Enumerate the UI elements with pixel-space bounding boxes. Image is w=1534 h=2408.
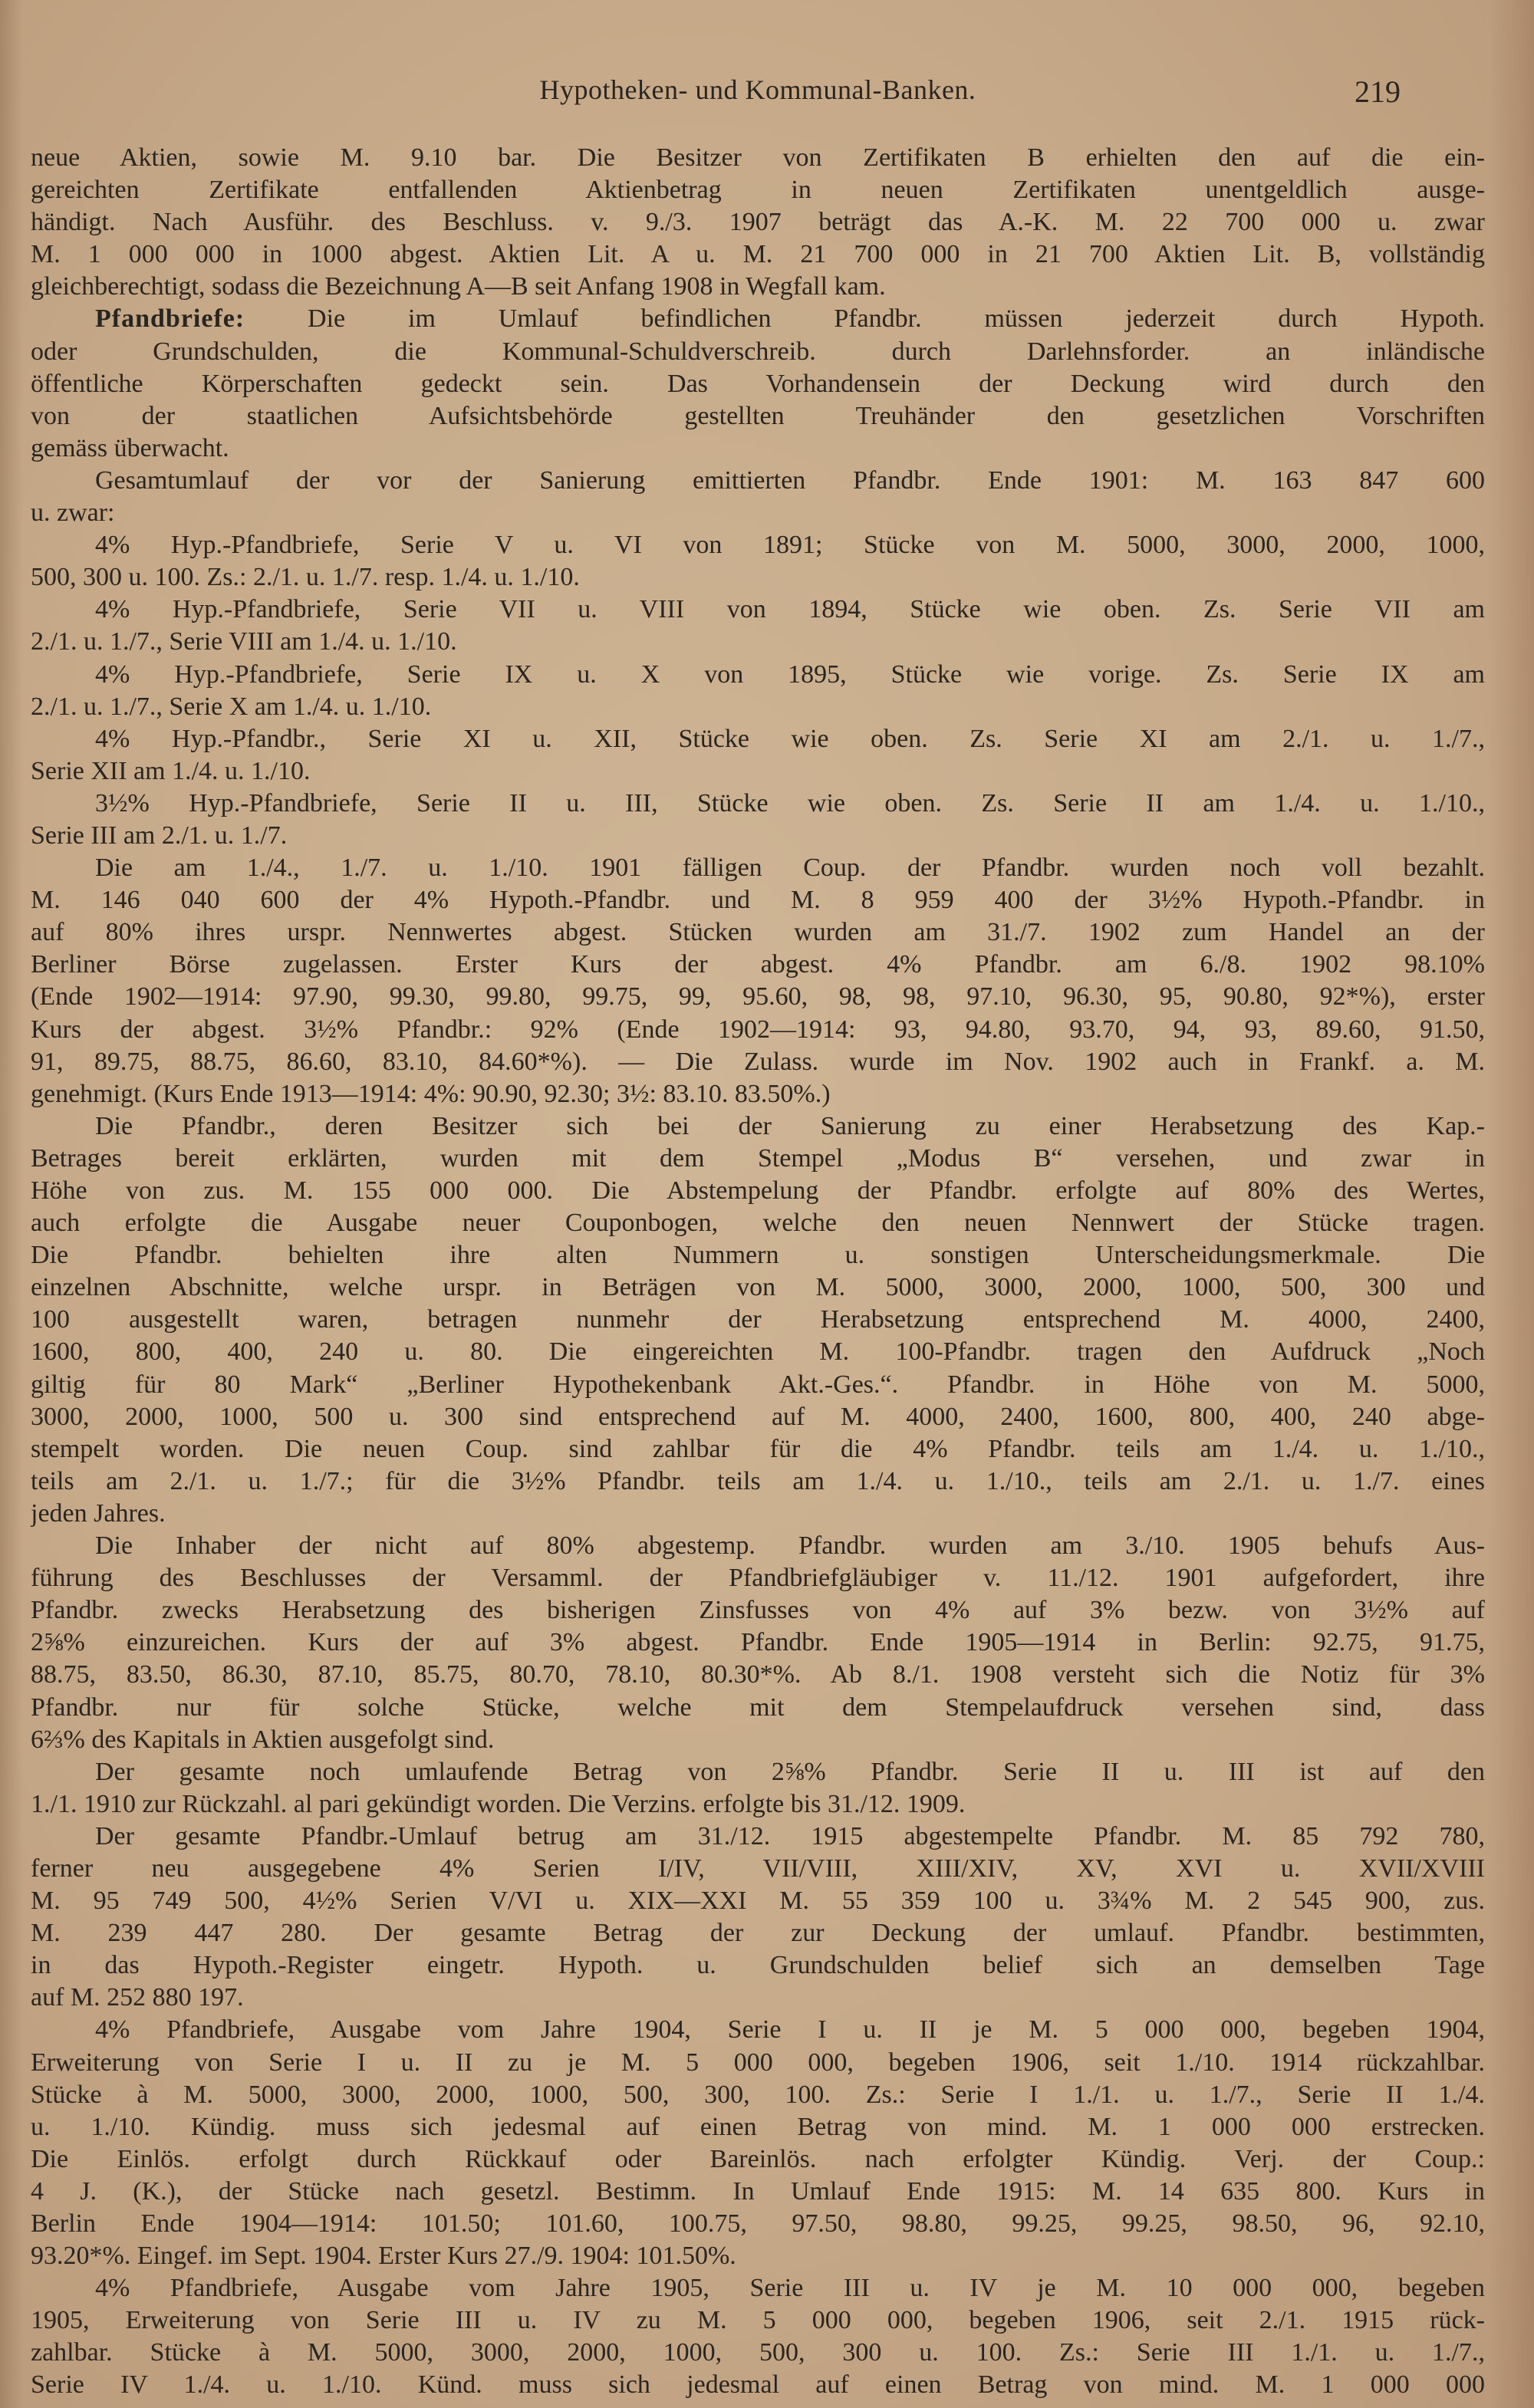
line-text: auch erfolgte die Ausgabe neuer Couponbogen, welche den neuen Nennwert der Stücke tragen. bbox=[31, 1209, 1485, 1238]
line-text: Die Inhaber der nicht auf 80% abgestemp. Pfandbr. wurden am 3./10. 1905 behufs Aus- bbox=[95, 1531, 1485, 1561]
paragraph bbox=[31, 723, 1485, 788]
line-text: M. 239 447 280. Der gesamte Betrag der zur Deckung der umlauf. Pfandbr. bestimmten, bbox=[31, 1919, 1485, 1948]
line-text: 3½% Hyp.-Pfandbriefe, Serie II u. III, Stücke wie oben. Zs. Serie II am 1./4. u. 1./10., bbox=[95, 788, 1485, 817]
text-line bbox=[31, 2337, 1485, 2369]
paragraph bbox=[31, 1821, 1485, 2015]
line-text: 4 J. (K.), der Stücke nach gesetzl. Bestimm. In Umlauf Ende 1915: M. 14 635 800. Kurs in bbox=[31, 2176, 1485, 2206]
text-line bbox=[31, 1498, 1485, 1530]
line-text: einzelnen Abschnitte, welche urspr. in Beträgen von M. 5000, 3000, 2000, 1000, 500, 300 und bbox=[31, 1273, 1485, 1302]
text-line bbox=[31, 1724, 1485, 1756]
line-text: Die am 1./4., 1./7. u. 1./10. 1901 fälligen Coup. der Pfandbr. wurden noch voll bezahlt. bbox=[95, 854, 1485, 883]
line-text: Serie III am 2./1. u. 1./7. bbox=[31, 821, 288, 850]
line-text: Die Einlös. erfolgt durch Rückkauf oder Bareinlös. nach erfolgter Kündig. Verj. der Coup.: bbox=[31, 2144, 1485, 2173]
text-line bbox=[31, 1110, 1485, 1143]
text-line bbox=[31, 2143, 1485, 2176]
paragraph bbox=[31, 788, 1485, 852]
line-text: gereichten Zertifikate entfallenden Aktienbetrag in neuen Zertifikaten unentgeldlich ausge- bbox=[31, 176, 1485, 205]
text-line bbox=[31, 1917, 1485, 1949]
text-line bbox=[31, 1982, 1485, 2014]
line-text: händigt. Nach Ausführ. des Beschluss. v. 9./3. 1907 beträgt das A.-K. M. 22 700 000 u. zwar bbox=[31, 208, 1485, 237]
text-line bbox=[31, 820, 1485, 852]
text-line bbox=[31, 659, 1485, 691]
text-line bbox=[31, 336, 1485, 368]
text-line bbox=[31, 1562, 1485, 1594]
line-text: stempelt worden. Die neuen Coup. sind zahlbar für die 4% Pfandbr. teils am 1./4. u. 1./10., bbox=[31, 1434, 1485, 1463]
line-text: 4% Hyp.-Pfandbr., Serie XI u. XII, Stücke wie oben. Zs. Serie XI am 2./1. u. 1./7., bbox=[95, 724, 1485, 753]
line-text: Serie IV 1./4. u. 1./10. Künd. muss sich jedesmal auf einen Betrag von mind. M. 1 000 000 bbox=[31, 2370, 1485, 2400]
text-line bbox=[31, 206, 1485, 238]
text-line bbox=[31, 2304, 1485, 2337]
line-text: von der staatlichen Aufsichtsbehörde gestellten Treuhänder den gesetzlichen Vorschriften bbox=[31, 401, 1485, 430]
line-text: 4% Pfandbriefe, Ausgabe vom Jahre 1904, Serie I u. II je M. 5 000 000, begeben 1904, bbox=[95, 2015, 1485, 2044]
line-text: auf M. 252 880 197. bbox=[31, 1983, 244, 2012]
text-line bbox=[31, 1659, 1485, 1691]
text-line bbox=[31, 626, 1485, 658]
paragraph bbox=[31, 659, 1485, 723]
text-line bbox=[31, 238, 1485, 271]
line-text: zahlbar. Stücke à M. 5000, 3000, 2000, 1000, 500, 300 u. 100. Zs.: Serie III 1./1. u. 1./7., bbox=[31, 2338, 1485, 2367]
line-text: 6⅔% des Kapitals in Aktien ausgefolgt sind. bbox=[31, 1725, 495, 1754]
paragraph bbox=[31, 2272, 1485, 2401]
section-lead-heading: Pfandbriefe: bbox=[95, 304, 245, 334]
running-title: Hypotheken- und Kommunal-Banken. bbox=[539, 74, 976, 105]
line-text: Der gesamte Pfandbr.-Umlauf betrug am 31./12. 1915 abgestempelte Pfandbr. M. 85 792 780, bbox=[95, 1821, 1485, 1850]
text-line bbox=[31, 1853, 1485, 1885]
line-text: 2./1. u. 1./7., Serie X am 1./4. u. 1./10. bbox=[31, 692, 432, 721]
page-number: 219 bbox=[1355, 74, 1401, 109]
text-line bbox=[31, 788, 1485, 820]
text-line bbox=[31, 303, 1485, 335]
text-line bbox=[31, 497, 1485, 529]
line-text: 100 ausgestellt waren, betragen nunmehr der Herabsetzung entsprechend M. 4000, 2400, bbox=[31, 1305, 1485, 1334]
line-text: 3000, 2000, 1000, 500 u. 300 sind entsprechend auf M. 4000, 2400, 1600, 800, 400, 240 abge- bbox=[31, 1402, 1485, 1431]
line-text: 4% Hyp.-Pfandbriefe, Serie IX u. X von 1895, Stücke wie vorige. Zs. Serie IX am bbox=[95, 660, 1485, 689]
page-header bbox=[31, 74, 1485, 110]
text-line bbox=[31, 2369, 1485, 2401]
text-line bbox=[31, 433, 1485, 465]
text-line bbox=[31, 2240, 1485, 2272]
text-line bbox=[31, 691, 1485, 723]
line-text: Pfandbr. zwecks Herabsetzung des bisherigen Zinsfusses von 4% auf 3% bezw. von 3½% auf bbox=[31, 1596, 1485, 1625]
line-text: 4% Pfandbriefe, Ausgabe vom Jahre 1905, Serie III u. IV je M. 10 000 000, begeben bbox=[95, 2274, 1485, 2303]
text-line bbox=[31, 981, 1485, 1013]
text-line bbox=[31, 2176, 1485, 2208]
line-text: genehmigt. (Kurs Ende 1913—1914: 4%: 90.90, 92.30; 3½: 83.10. 83.50%.) bbox=[31, 1079, 831, 1108]
page-edge-shadow-right bbox=[1488, 0, 1534, 2408]
text-line bbox=[31, 1433, 1485, 1466]
line-text: teils am 2./1. u. 1./7.; für die 3½% Pfandbr. teils am 1./4. u. 1./10., teils am 2./1. u. 1./7. eines bbox=[31, 1466, 1485, 1495]
text-line bbox=[31, 949, 1485, 981]
line-text: Gesamtumlauf der vor der Sanierung emittierten Pfandbr. Ende 1901: M. 163 847 600 bbox=[95, 465, 1485, 495]
text-line bbox=[31, 2111, 1485, 2143]
paragraph bbox=[31, 465, 1485, 529]
text-line bbox=[31, 1692, 1485, 1724]
line-text: Die Pfandbr., deren Besitzer sich bei der Sanierung zu einer Herabsetzung des Kap.- bbox=[95, 1111, 1485, 1140]
text-line bbox=[31, 1369, 1485, 1401]
text-line bbox=[31, 1949, 1485, 1982]
line-text: Serie XII am 1./4. u. 1./10. bbox=[31, 756, 311, 785]
line-text: Erweiterung von Serie I u. II zu je M. 5 000 000, begeben 1906, seit 1./10. 1914 rückzahlbar. bbox=[31, 2048, 1485, 2077]
text-line bbox=[31, 1175, 1485, 1207]
text-line bbox=[31, 594, 1485, 626]
text-line bbox=[31, 2208, 1485, 2240]
line-text: 2⅝% einzureichen. Kurs der auf 3% abgest. Pfandbr. Ende 1905—1914 in Berlin: 92.75, 91.75, bbox=[31, 1628, 1485, 1657]
text-line bbox=[31, 2047, 1485, 2079]
text-line bbox=[31, 1756, 1485, 1788]
paragraph bbox=[31, 2014, 1485, 2272]
line-text: Höhe von zus. M. 155 000 000. Die Abstempelung der Pfandbr. erfolgte auf 80% des Wertes, bbox=[31, 1176, 1485, 1205]
text-line bbox=[31, 916, 1485, 949]
line-text: Die Pfandbr. behielten ihre alten Nummern u. sonstigen Unterscheidungsmerkmale. Die bbox=[31, 1241, 1485, 1270]
line-text: Berlin Ende 1904—1914: 101.50; 101.60, 100.75, 97.50, 98.80, 99.25, 99.25, 98.50, 96, 92.10, bbox=[31, 2209, 1485, 2238]
text-line bbox=[31, 1594, 1485, 1627]
paragraph bbox=[31, 1756, 1485, 1821]
paragraph bbox=[31, 852, 1485, 1110]
text-line bbox=[31, 1885, 1485, 1917]
text-line bbox=[31, 529, 1485, 561]
text-line bbox=[31, 368, 1485, 400]
line-text: führung des Beschlusses der Versamml. der Pfandbriefgläubiger v. 11./12. 1901 aufgefordert, ihre bbox=[31, 1564, 1485, 1593]
paragraph bbox=[31, 303, 1485, 464]
text-line bbox=[31, 2079, 1485, 2111]
paragraph bbox=[31, 529, 1485, 594]
text-line bbox=[31, 1304, 1485, 1336]
paragraph bbox=[31, 594, 1485, 658]
text-line bbox=[31, 1627, 1485, 1659]
line-text: Die im Umlauf befindlichen Pfandbr. müssen jederzeit durch Hypoth. bbox=[245, 304, 1485, 334]
line-text: auf 80% ihres urspr. Nennwertes abgest. Stücken wurden am 31./7. 1902 zum Handel an der bbox=[31, 918, 1485, 947]
text-line bbox=[31, 1271, 1485, 1304]
line-text: 4% Hyp.-Pfandbriefe, Serie VII u. VIII von 1894, Stücke wie oben. Zs. Serie VII am bbox=[95, 595, 1485, 624]
text-line bbox=[31, 271, 1485, 303]
text-line bbox=[31, 852, 1485, 884]
text-line bbox=[31, 1530, 1485, 1562]
text-line bbox=[31, 1336, 1485, 1368]
line-text: 500, 300 u. 100. Zs.: 2./1. u. 1./7. resp. 1./4. u. 1./10. bbox=[31, 563, 580, 592]
body-text bbox=[31, 142, 1485, 2402]
line-text: öffentliche Körperschaften gedeckt sein. Das Vorhandensein der Deckung wird durch den bbox=[31, 369, 1485, 398]
text-line bbox=[31, 1788, 1485, 1821]
line-text: 1./1. 1910 zur Rückzahl. al pari gekündigt worden. Die Verzins. erfolgte bis 31./12. 1909. bbox=[31, 1789, 966, 1818]
text-line bbox=[31, 2272, 1485, 2304]
line-text: gemäss überwacht. bbox=[31, 433, 229, 462]
text-line bbox=[31, 465, 1485, 497]
text-line bbox=[31, 723, 1485, 755]
line-text: Pfandbr. nur für solche Stücke, welche mit dem Stempelaufdruck versehen sind, dass bbox=[31, 1693, 1485, 1722]
line-text: Stücke à M. 5000, 3000, 2000, 1000, 500, 300, 100. Zs.: Serie I 1./1. u. 1./7., Serie II 1./4. bbox=[31, 2080, 1485, 2109]
line-text: oder Grundschulden, die Kommunal-Schuldverschreib. durch Darlehnsforder. an inländische bbox=[31, 337, 1485, 366]
page-edge-shadow-left bbox=[0, 0, 23, 2408]
text-line bbox=[31, 1078, 1485, 1110]
line-text: gleichberechtigt, sodass die Bezeichnung A—B seit Anfang 1908 in Wegfall kam. bbox=[31, 272, 886, 301]
line-text: Betrages bereit erklärten, wurden mit dem Stempel „Modus B“ versehen, und zwar in bbox=[31, 1143, 1485, 1173]
text-line bbox=[31, 1014, 1485, 1046]
line-text: Kurs der abgest. 3½% Pfandbr.: 92% (Ende 1902—1914: 93, 94.80, 93.70, 94, 93, 89.60, 91.50, bbox=[31, 1015, 1485, 1044]
text-line bbox=[31, 561, 1485, 594]
line-text: M. 146 040 600 der 4% Hypoth.-Pfandbr. und M. 8 959 400 der 3½% Hypoth.-Pfandbr. in bbox=[31, 886, 1485, 915]
text-line bbox=[31, 1466, 1485, 1498]
paragraph bbox=[31, 1110, 1485, 1530]
line-text: Berliner Börse zugelassen. Erster Kurs der abgest. 4% Pfandbr. am 6./8. 1902 98.10% bbox=[31, 950, 1485, 979]
line-text: M. 1 000 000 in 1000 abgest. Aktien Lit. A u. M. 21 700 000 in 21 700 Aktien Lit. B, vollständig bbox=[31, 240, 1485, 269]
text-line bbox=[31, 1239, 1485, 1271]
text-line bbox=[31, 142, 1485, 174]
line-text: giltig für 80 Mark“ „Berliner Hypothekenbank Akt.-Ges.“. Pfandbr. in Höhe von M. 5000, bbox=[31, 1370, 1485, 1399]
line-text: 4% Hyp.-Pfandbriefe, Serie V u. VI von 1891; Stücke von M. 5000, 3000, 2000, 1000, bbox=[95, 531, 1485, 560]
text-line bbox=[31, 1207, 1485, 1239]
line-text: Der gesamte noch umlaufende Betrag von 2⅝% Pfandbr. Serie II u. III ist auf den bbox=[95, 1757, 1485, 1786]
text-line bbox=[31, 1821, 1485, 1853]
line-text: 2./1. u. 1./7., Serie VIII am 1./4. u. 1./10. bbox=[31, 627, 457, 656]
text-line bbox=[31, 174, 1485, 206]
text-line bbox=[31, 1401, 1485, 1433]
paragraph bbox=[31, 1530, 1485, 1756]
line-text: 91, 89.75, 88.75, 86.60, 83.10, 84.60*%). — Die Zulass. wurde im Nov. 1902 auch in Frankf. a. M. bbox=[31, 1047, 1485, 1076]
line-text: 1905, Erweiterung von Serie III u. IV zu M. 5 000 000, begeben 1906, seit 2./1. 1915 rück- bbox=[31, 2306, 1485, 2335]
line-text: 93.20*%. Eingef. im Sept. 1904. Erster Kurs 27./9. 1904: 101.50%. bbox=[31, 2242, 736, 2271]
line-text: u. zwar: bbox=[31, 498, 115, 528]
paragraph bbox=[31, 142, 1485, 303]
line-text: (Ende 1902—1914: 97.90, 99.30, 99.80, 99.75, 99, 95.60, 98, 98, 97.10, 96.30, 95, 90.80, 92*%), erster bbox=[31, 982, 1485, 1012]
line-text: ferner neu ausgegebene 4% Serien I/IV, VII/VIII, XIII/XIV, XV, XVI u. XVII/XVIII bbox=[31, 1854, 1485, 1883]
text-line bbox=[31, 2014, 1485, 2046]
line-text: jeden Jahres. bbox=[31, 1498, 166, 1528]
line-text: neue Aktien, sowie M. 9.10 bar. Die Besitzer von Zertifikaten B erhielten den auf die ein- bbox=[31, 143, 1485, 172]
text-line bbox=[31, 1046, 1485, 1078]
line-text: 88.75, 83.50, 86.30, 87.10, 85.75, 80.70, 78.10, 80.30*%. Ab 8./1. 1908 versteht sich die Notiz für 3% bbox=[31, 1660, 1485, 1689]
line-text: 1600, 800, 400, 240 u. 80. Die eingereichten M. 100-Pfandbr. tragen den Aufdruck „Noch bbox=[31, 1337, 1485, 1367]
text-line bbox=[31, 1143, 1485, 1175]
line-text: in das Hypoth.-Register eingetr. Hypoth. u. Grundschulden belief sich an demselben Tage bbox=[31, 1951, 1485, 1980]
text-line bbox=[31, 400, 1485, 433]
line-text: M. 95 749 500, 4½% Serien V/VI u. XIX—XXI M. 55 359 100 u. 3¾% M. 2 545 900, zus. bbox=[31, 1887, 1485, 1916]
text-line bbox=[31, 755, 1485, 788]
line-text: u. 1./10. Kündig. muss sich jedesmal auf einen Betrag von mind. M. 1 000 000 erstrecken. bbox=[31, 2112, 1485, 2141]
text-line bbox=[31, 884, 1485, 916]
